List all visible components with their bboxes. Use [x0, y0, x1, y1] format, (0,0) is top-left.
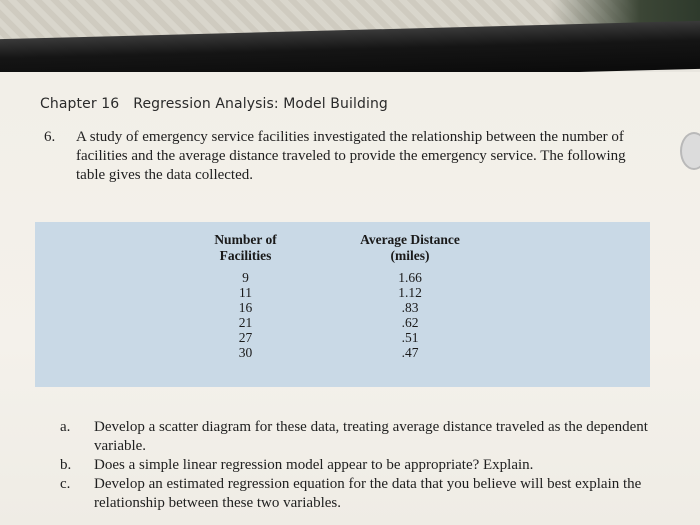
chapter-header [40, 96, 388, 112]
question-part-c [60, 475, 660, 513]
part-text: Develop a scatter diagram for these data, treating average distance traveled as the dependent variable. [94, 419, 648, 454]
table-cell: .51 [401, 330, 419, 345]
table-cell: .62 [401, 315, 419, 330]
chapter-number: Chapter 16 [40, 96, 120, 112]
problem-statement: A study of emergency service facilities investigated the relationship between the number of facilities and the average distance traveled to provide the emergency service. The following table gives the data collected. [76, 129, 626, 183]
part-text: Does a simple linear regression model appear to be appropriate? Explain. [94, 457, 534, 473]
table-cell: .47 [401, 345, 419, 360]
table-cell: 11 [239, 285, 252, 300]
problem-number: 6. [44, 129, 56, 145]
part-letter: a. [60, 419, 71, 435]
table-cell: 30 [238, 345, 253, 360]
part-text: Develop an estimated regression equation for the data that you believe will best explain the relationship between these two variables. [94, 476, 642, 511]
table-cell: .83 [401, 300, 419, 315]
table-column-distance [345, 232, 475, 360]
column-header-line: Average Distance [360, 232, 460, 247]
column-header-line: (miles) [390, 248, 430, 263]
table-cell: 16 [238, 300, 253, 315]
table-cell: 21 [238, 315, 253, 330]
data-table [35, 222, 650, 387]
table-cell: 27 [238, 330, 253, 345]
table-cell: 1.12 [398, 285, 422, 300]
question-parts [60, 418, 660, 513]
page-edge-object [680, 132, 700, 170]
part-letter: c. [60, 476, 71, 492]
column-header-distance [345, 232, 475, 264]
column-header-facilities [193, 232, 298, 264]
column-header-line: Number of [214, 232, 277, 247]
question-part-b [60, 456, 660, 475]
question-part-a [60, 418, 660, 456]
table-cell: 1.66 [398, 270, 422, 285]
table-column-facilities [193, 232, 298, 360]
table-cell: 9 [242, 270, 249, 285]
part-letter: b. [60, 457, 72, 473]
chapter-title: Regression Analysis: Model Building [133, 96, 388, 112]
column-header-line: Facilities [219, 248, 272, 263]
